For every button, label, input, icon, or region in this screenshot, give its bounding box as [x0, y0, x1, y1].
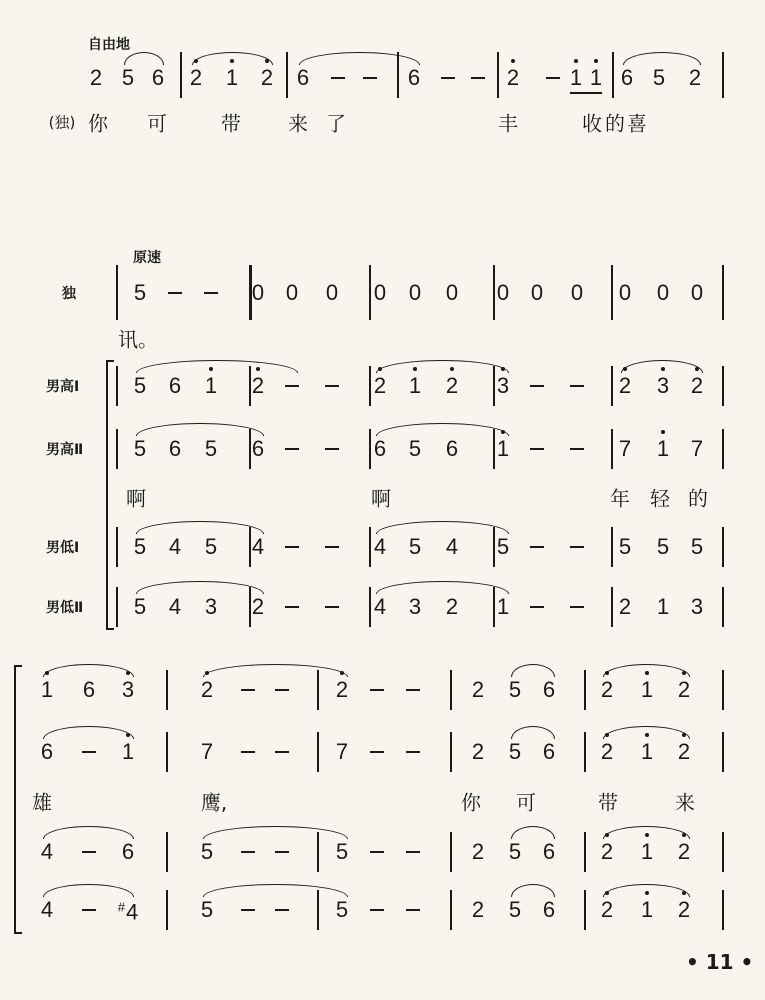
jianpu-note: 1	[225, 65, 239, 90]
jianpu-note: 2	[690, 373, 704, 398]
jianpu-note: 1	[408, 373, 422, 398]
jianpu-note: 3	[496, 373, 510, 398]
slur-arc	[43, 884, 134, 897]
extension-dash	[275, 689, 289, 691]
lyric-syllable: 你	[461, 790, 481, 815]
bar-line	[450, 890, 452, 930]
jianpu-note: 6	[40, 739, 54, 764]
jianpu-note: 5	[508, 739, 522, 764]
bar-line	[722, 670, 724, 710]
jianpu-note: 0	[530, 280, 544, 305]
slur-arc	[603, 826, 690, 839]
jianpu-note: 1	[640, 897, 654, 922]
bar-line	[166, 732, 168, 772]
jianpu-note: 5	[618, 534, 632, 559]
jianpu-note: 6	[542, 839, 556, 864]
bar-line	[450, 732, 452, 772]
jianpu-note: 4	[168, 534, 182, 559]
jianpu-note: 1	[656, 436, 670, 461]
jianpu-note: 6	[121, 839, 135, 864]
part-name-label: 男低Ⅰ	[46, 540, 80, 556]
jianpu-note: 2	[373, 373, 387, 398]
jianpu-note: 6	[542, 739, 556, 764]
jianpu-note: 2	[200, 677, 214, 702]
jianpu-note: 0	[618, 280, 632, 305]
extension-dash	[82, 909, 96, 911]
jianpu-note: 2	[260, 65, 274, 90]
jianpu-note: 2	[335, 677, 349, 702]
jianpu-note: 5	[335, 839, 349, 864]
bar-line	[584, 832, 586, 872]
jianpu-note: 2	[506, 65, 520, 90]
jianpu-note: 2	[471, 839, 485, 864]
jianpu-note: 0	[656, 280, 670, 305]
jianpu-note: 6	[82, 677, 96, 702]
slur-arc	[511, 664, 555, 677]
jianpu-note: 4	[373, 594, 387, 619]
extension-dash	[370, 909, 384, 911]
part-name-label: 男高Ⅰ	[46, 379, 80, 395]
jianpu-note: 4	[168, 594, 182, 619]
slur-arc	[603, 664, 690, 677]
lyric-syllable: 轻	[650, 486, 670, 511]
jianpu-note: 6	[542, 897, 556, 922]
lyric-syllable: 带	[598, 790, 618, 815]
slur-arc	[511, 726, 555, 739]
lyric-syllable: 带	[221, 111, 241, 136]
lyric-syllable: 来	[675, 790, 695, 815]
lyric-syllable: 来	[288, 111, 308, 136]
bar-line	[722, 832, 724, 872]
lyric-syllable: 啊	[126, 486, 146, 511]
slur-arc	[43, 664, 134, 677]
jianpu-note: 3	[690, 594, 704, 619]
jianpu-note: 5	[133, 373, 147, 398]
tempo-marking: 自由地	[88, 37, 130, 53]
jianpu-note: 3	[121, 677, 135, 702]
jianpu-note: 1	[640, 839, 654, 864]
extension-dash	[275, 909, 289, 911]
sharp-accidental: #	[117, 899, 125, 915]
lyric-syllable: 的	[605, 111, 625, 136]
extension-dash	[406, 689, 420, 691]
jianpu-note: 2	[189, 65, 203, 90]
bar-line	[584, 732, 586, 772]
jianpu-note: 5	[200, 897, 214, 922]
jianpu-note: 1	[204, 373, 218, 398]
bar-line	[722, 732, 724, 772]
lyric-syllable: 年	[610, 486, 630, 511]
bar-line	[584, 670, 586, 710]
jianpu-note: 6	[296, 65, 310, 90]
extension-dash	[275, 751, 289, 753]
jianpu-note: 6	[168, 436, 182, 461]
jianpu-note: 5	[133, 534, 147, 559]
part-name-label: 独	[62, 286, 76, 302]
jianpu-note: 4	[40, 897, 54, 922]
jianpu-note: 2	[677, 897, 691, 922]
jianpu-note: 2	[618, 373, 632, 398]
jianpu-note: 5	[656, 534, 670, 559]
lyric-syllable: 了	[326, 111, 346, 136]
jianpu-note: 5	[408, 436, 422, 461]
lyric-syllable: 丰	[498, 111, 518, 136]
lyric-syllable: 的	[688, 486, 708, 511]
jianpu-note: 4	[373, 534, 387, 559]
jianpu-note: 6	[251, 436, 265, 461]
slur-arc	[43, 826, 134, 839]
system-brace	[14, 665, 22, 934]
jianpu-note: 5	[133, 280, 147, 305]
jianpu-note: 1	[640, 739, 654, 764]
jianpu-note: 5	[496, 534, 510, 559]
jianpu-note: 1	[640, 677, 654, 702]
slur-arc	[203, 826, 348, 839]
extension-dash	[370, 689, 384, 691]
slur-arc	[511, 884, 555, 897]
slur-arc	[603, 884, 690, 897]
lyric-syllable: (独)	[48, 113, 76, 132]
jianpu-note: 1	[121, 739, 135, 764]
jianpu-note: 6	[407, 65, 421, 90]
jianpu-note: 2	[618, 594, 632, 619]
jianpu-note: 5	[508, 897, 522, 922]
jianpu-note: 5	[508, 677, 522, 702]
bar-line	[584, 890, 586, 930]
extension-dash	[406, 851, 420, 853]
extension-dash	[241, 689, 255, 691]
jianpu-note: 5	[408, 534, 422, 559]
jianpu-note: 1	[40, 677, 54, 702]
tempo-marking: 原速	[133, 250, 161, 266]
page-number: • 11 •	[686, 950, 754, 974]
jianpu-note: 6	[542, 677, 556, 702]
jianpu-note: 2	[471, 677, 485, 702]
jianpu-note: 3	[656, 373, 670, 398]
extension-dash	[82, 751, 96, 753]
jianpu-note: 5	[204, 534, 218, 559]
jianpu-note: 0	[570, 280, 584, 305]
jianpu-note: 4	[251, 534, 265, 559]
jianpu-note: 2	[89, 65, 103, 90]
jianpu-note: 1	[569, 65, 583, 90]
lyric-syllable: 可	[516, 790, 536, 815]
jianpu-note: 1	[496, 594, 510, 619]
jianpu-note: 7	[690, 436, 704, 461]
jianpu-note: 5	[121, 65, 135, 90]
bar-line	[450, 670, 452, 710]
jianpu-note: 2	[471, 897, 485, 922]
jianpu-note: 0	[285, 280, 299, 305]
jianpu-note: 6	[168, 373, 182, 398]
jianpu-note: 7	[335, 739, 349, 764]
jianpu-note: 6	[373, 436, 387, 461]
bar-line	[166, 832, 168, 872]
bar-line	[722, 890, 724, 930]
lyric-syllable: 喜	[627, 111, 647, 136]
jianpu-note: 2	[677, 739, 691, 764]
jianpu-note: 0	[445, 280, 459, 305]
jianpu-note: 0	[251, 280, 265, 305]
jianpu-note: 3	[204, 594, 218, 619]
jianpu-note: 5	[133, 594, 147, 619]
jianpu-note: 0	[496, 280, 510, 305]
jianpu-note: 5	[204, 436, 218, 461]
jianpu-note: 2	[251, 373, 265, 398]
jianpu-note: 5	[690, 534, 704, 559]
extension-dash	[370, 751, 384, 753]
jianpu-note: 1	[589, 65, 603, 90]
jianpu-note: 2	[600, 897, 614, 922]
jianpu-note: 3	[408, 594, 422, 619]
part-name-label: 男低Ⅱ	[46, 600, 84, 616]
jianpu-note: 2	[688, 65, 702, 90]
jianpu-note: 2	[600, 677, 614, 702]
bar-line	[450, 832, 452, 872]
jianpu-note: 2	[677, 839, 691, 864]
jianpu-note: 0	[325, 280, 339, 305]
jianpu-note: 0	[373, 280, 387, 305]
lyric-syllable: 你	[88, 111, 108, 136]
extension-dash	[406, 909, 420, 911]
slur-arc	[203, 884, 348, 897]
bar-line	[317, 732, 319, 772]
extension-dash	[275, 851, 289, 853]
extension-dash	[82, 851, 96, 853]
bar-line	[166, 890, 168, 930]
extension-dash	[370, 851, 384, 853]
part-name-label: 男高Ⅱ	[46, 442, 84, 458]
jianpu-note: 2	[445, 594, 459, 619]
jianpu-note: 2	[251, 594, 265, 619]
lyric-syllable: 雄	[32, 790, 52, 815]
extension-dash	[241, 909, 255, 911]
jianpu-note: 1	[656, 594, 670, 619]
jianpu-note: 4	[40, 839, 54, 864]
slur-arc	[603, 726, 690, 739]
lyric-syllable: 可	[147, 111, 167, 136]
jianpu-note: 6	[620, 65, 634, 90]
jianpu-note: 2	[471, 739, 485, 764]
extension-dash	[241, 751, 255, 753]
slur-arc	[43, 726, 134, 739]
jianpu-note: 6	[151, 65, 165, 90]
lyric-syllable: 讯。	[118, 327, 158, 352]
jianpu-note: 5	[652, 65, 666, 90]
jianpu-note: 6	[445, 436, 459, 461]
jianpu-note: #4	[117, 899, 139, 925]
extension-dash	[406, 751, 420, 753]
jianpu-note: 4	[445, 534, 459, 559]
jianpu-note: 0	[690, 280, 704, 305]
jianpu-note: 1	[496, 436, 510, 461]
extension-dash	[241, 851, 255, 853]
jianpu-note: 2	[445, 373, 459, 398]
jianpu-note: 5	[508, 839, 522, 864]
lyric-syllable: 鹰,	[200, 790, 228, 815]
jianpu-note: 2	[600, 839, 614, 864]
jianpu-note: 5	[335, 897, 349, 922]
jianpu-note: 5	[200, 839, 214, 864]
slur-arc	[511, 826, 555, 839]
lyric-syllable: 啊	[371, 486, 391, 511]
jianpu-note: 7	[618, 436, 632, 461]
jianpu-note: 2	[677, 677, 691, 702]
slur-arc	[203, 664, 348, 677]
jianpu-note: 5	[133, 436, 147, 461]
lyric-syllable: 收	[582, 111, 602, 136]
jianpu-note: 2	[600, 739, 614, 764]
jianpu-note: 0	[408, 280, 422, 305]
bar-line	[166, 670, 168, 710]
jianpu-note: 7	[200, 739, 214, 764]
